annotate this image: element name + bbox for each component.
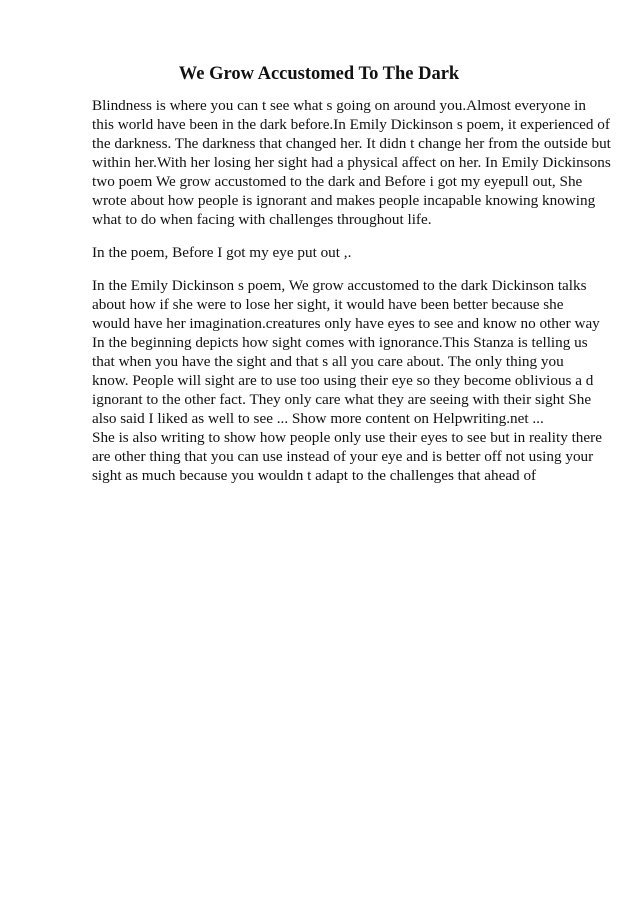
paragraph-line: She is also writing to show how people only use their eyes to see but in reality there bbox=[92, 429, 602, 446]
paragraph-line: wrote about how people is ignorant and makes people incapable knowing knowing bbox=[92, 192, 596, 209]
paragraph-line: sight as much because you wouldn t adapt to the challenges that ahead of bbox=[92, 467, 537, 484]
paragraph-line: are other thing that you can use instead of your eye and is better off not using your bbox=[92, 448, 594, 465]
paragraph-line: In the poem, Before I got my eye put out ,. bbox=[92, 244, 352, 261]
paragraph-line: that when you have the sight and that s all you care about. The only thing you bbox=[92, 353, 564, 370]
paragraph-line: also said I liked as well to see ... Show more content on Helpwriting.net ... bbox=[92, 410, 544, 427]
paragraph-line: would have her imagination.creatures only have eyes to see and know no other way bbox=[92, 315, 600, 332]
document-title: We Grow Accustomed To The Dark bbox=[178, 64, 460, 84]
paragraph-line: ignorant to the other fact. They only care what they are seeing with their sight She bbox=[92, 391, 592, 408]
paragraph-line: within her.With her losing her sight had a physical affect on her. In Emily Dickinsons bbox=[92, 154, 611, 171]
paragraph-line: the darkness. The darkness that changed her. It didn t change her from the outside but bbox=[92, 135, 611, 152]
paragraph-line: In the Emily Dickinson s poem, We grow accustomed to the dark Dickinson talks bbox=[92, 277, 587, 294]
paragraph-line: this world have been in the dark before.In Emily Dickinson s poem, it experienced of bbox=[92, 116, 610, 133]
paragraph-line: Blindness is where you can t see what s going on around you.Almost everyone in bbox=[92, 97, 586, 114]
paragraph-line: know. People will sight are to use too using their eye so they become oblivious a d bbox=[92, 372, 594, 389]
paragraph-line: two poem We grow accustomed to the dark and Before i got my eyepull out, She bbox=[92, 173, 583, 190]
paragraph-line: what to do when facing with challenges throughout life. bbox=[92, 211, 432, 228]
paragraph-line: In the beginning depicts how sight comes with ignorance.This Stanza is telling us bbox=[92, 334, 588, 351]
paragraph-line: about how if she were to lose her sight, it would have been better because she bbox=[92, 296, 564, 313]
